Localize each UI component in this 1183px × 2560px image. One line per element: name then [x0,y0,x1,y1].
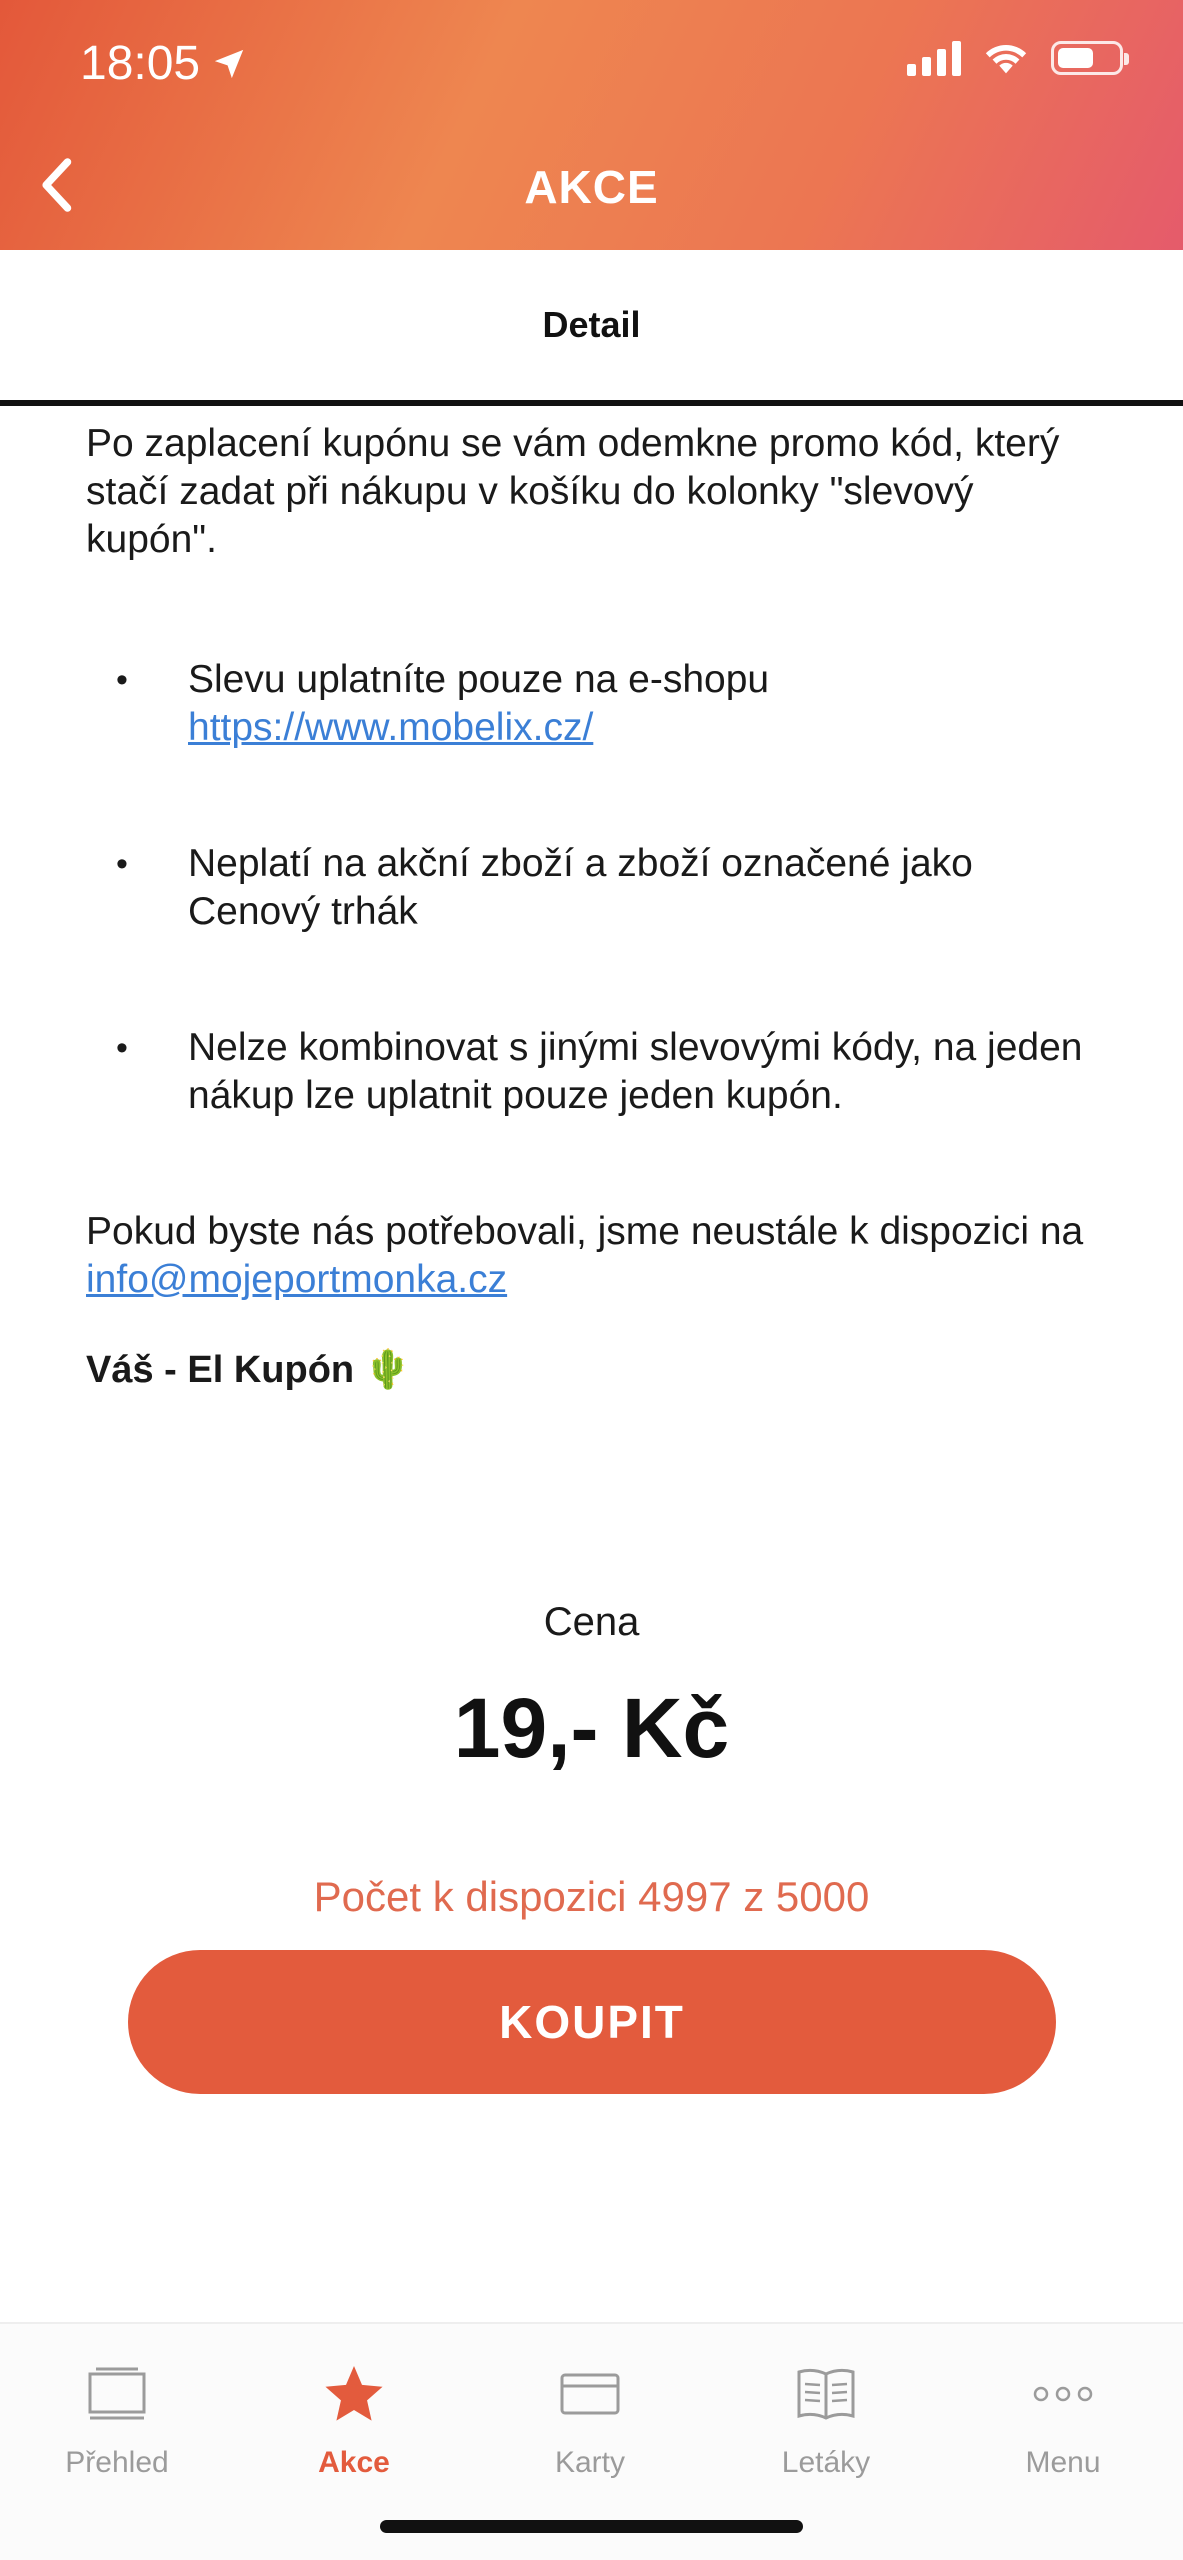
status-time-text: 18:05 [80,37,201,90]
card-icon [559,2372,621,2416]
nav-item-letaky[interactable] [726,2354,926,2480]
tab-bar [0,250,1183,406]
nav-item-prehled[interactable] [17,2354,217,2480]
battery-icon [1051,41,1123,75]
nav-item-akce[interactable] [254,2354,454,2480]
nav-item-karty[interactable] [490,2354,690,2480]
email-link[interactable]: info@mojeportmonka.cz [86,1258,508,1301]
signature [86,1346,1096,1394]
buy-button[interactable]: KOUPIT [128,1950,1056,2094]
eshop-link[interactable]: https://www.mobelix.cz/ [188,706,594,749]
cactus-icon: 🌵 [364,1349,412,1391]
nav-label: Přehled [65,2446,169,2479]
nav-label: Letáky [781,2446,871,2479]
contact-label: Pokud byste nás potřebovali, jsme neustále k dispozici na [86,1210,1084,1253]
intro-text: Po zaplacení kupónu se vám odemkne promo kód, který stačí zadat při nákupu v košíku do kolonky "slevový kupón". [86,422,1060,561]
tv-icon [86,2366,148,2422]
conditions-list [86,656,1096,1120]
nav-label: Akce [318,2446,390,2479]
header [0,0,1183,250]
list-item: • Neplatí na akční zboží a zboží označené jako Cenový trhák [86,840,1096,936]
dots-icon [1032,2384,1094,2404]
availability-text: Počet k dispozici 4997 z 5000 [313,1873,870,1920]
status-time [80,36,246,91]
signature-text: Váš - El Kupón [86,1349,355,1391]
price-label: Cena [543,1600,640,1644]
price-value: 19,- Kč [453,1681,730,1775]
wifi-icon [983,40,1029,76]
location-arrow-icon [212,47,246,81]
tab-detail[interactable]: Detail [542,304,641,345]
contact-text [86,1208,1096,1304]
nav-label: Karty [554,2446,626,2479]
list-item [86,656,1096,752]
status-icons [907,40,1123,76]
page-title: AKCE [524,161,659,213]
signal-icon [907,40,961,76]
coupon-description [86,420,1096,1394]
star-icon [321,2362,387,2426]
nav-item-menu[interactable] [963,2354,1163,2480]
list-item: • Nelze kombinovat s jinými slevovými kódy, na jeden nákup lze uplatnit pouze jeden kupón. [86,1024,1096,1120]
home-indicator [380,2520,803,2533]
nav-label: Menu [1025,2446,1101,2479]
book-icon [795,2366,857,2422]
bullet-text: Slevu uplatníte pouze na e-shopu [188,658,770,701]
